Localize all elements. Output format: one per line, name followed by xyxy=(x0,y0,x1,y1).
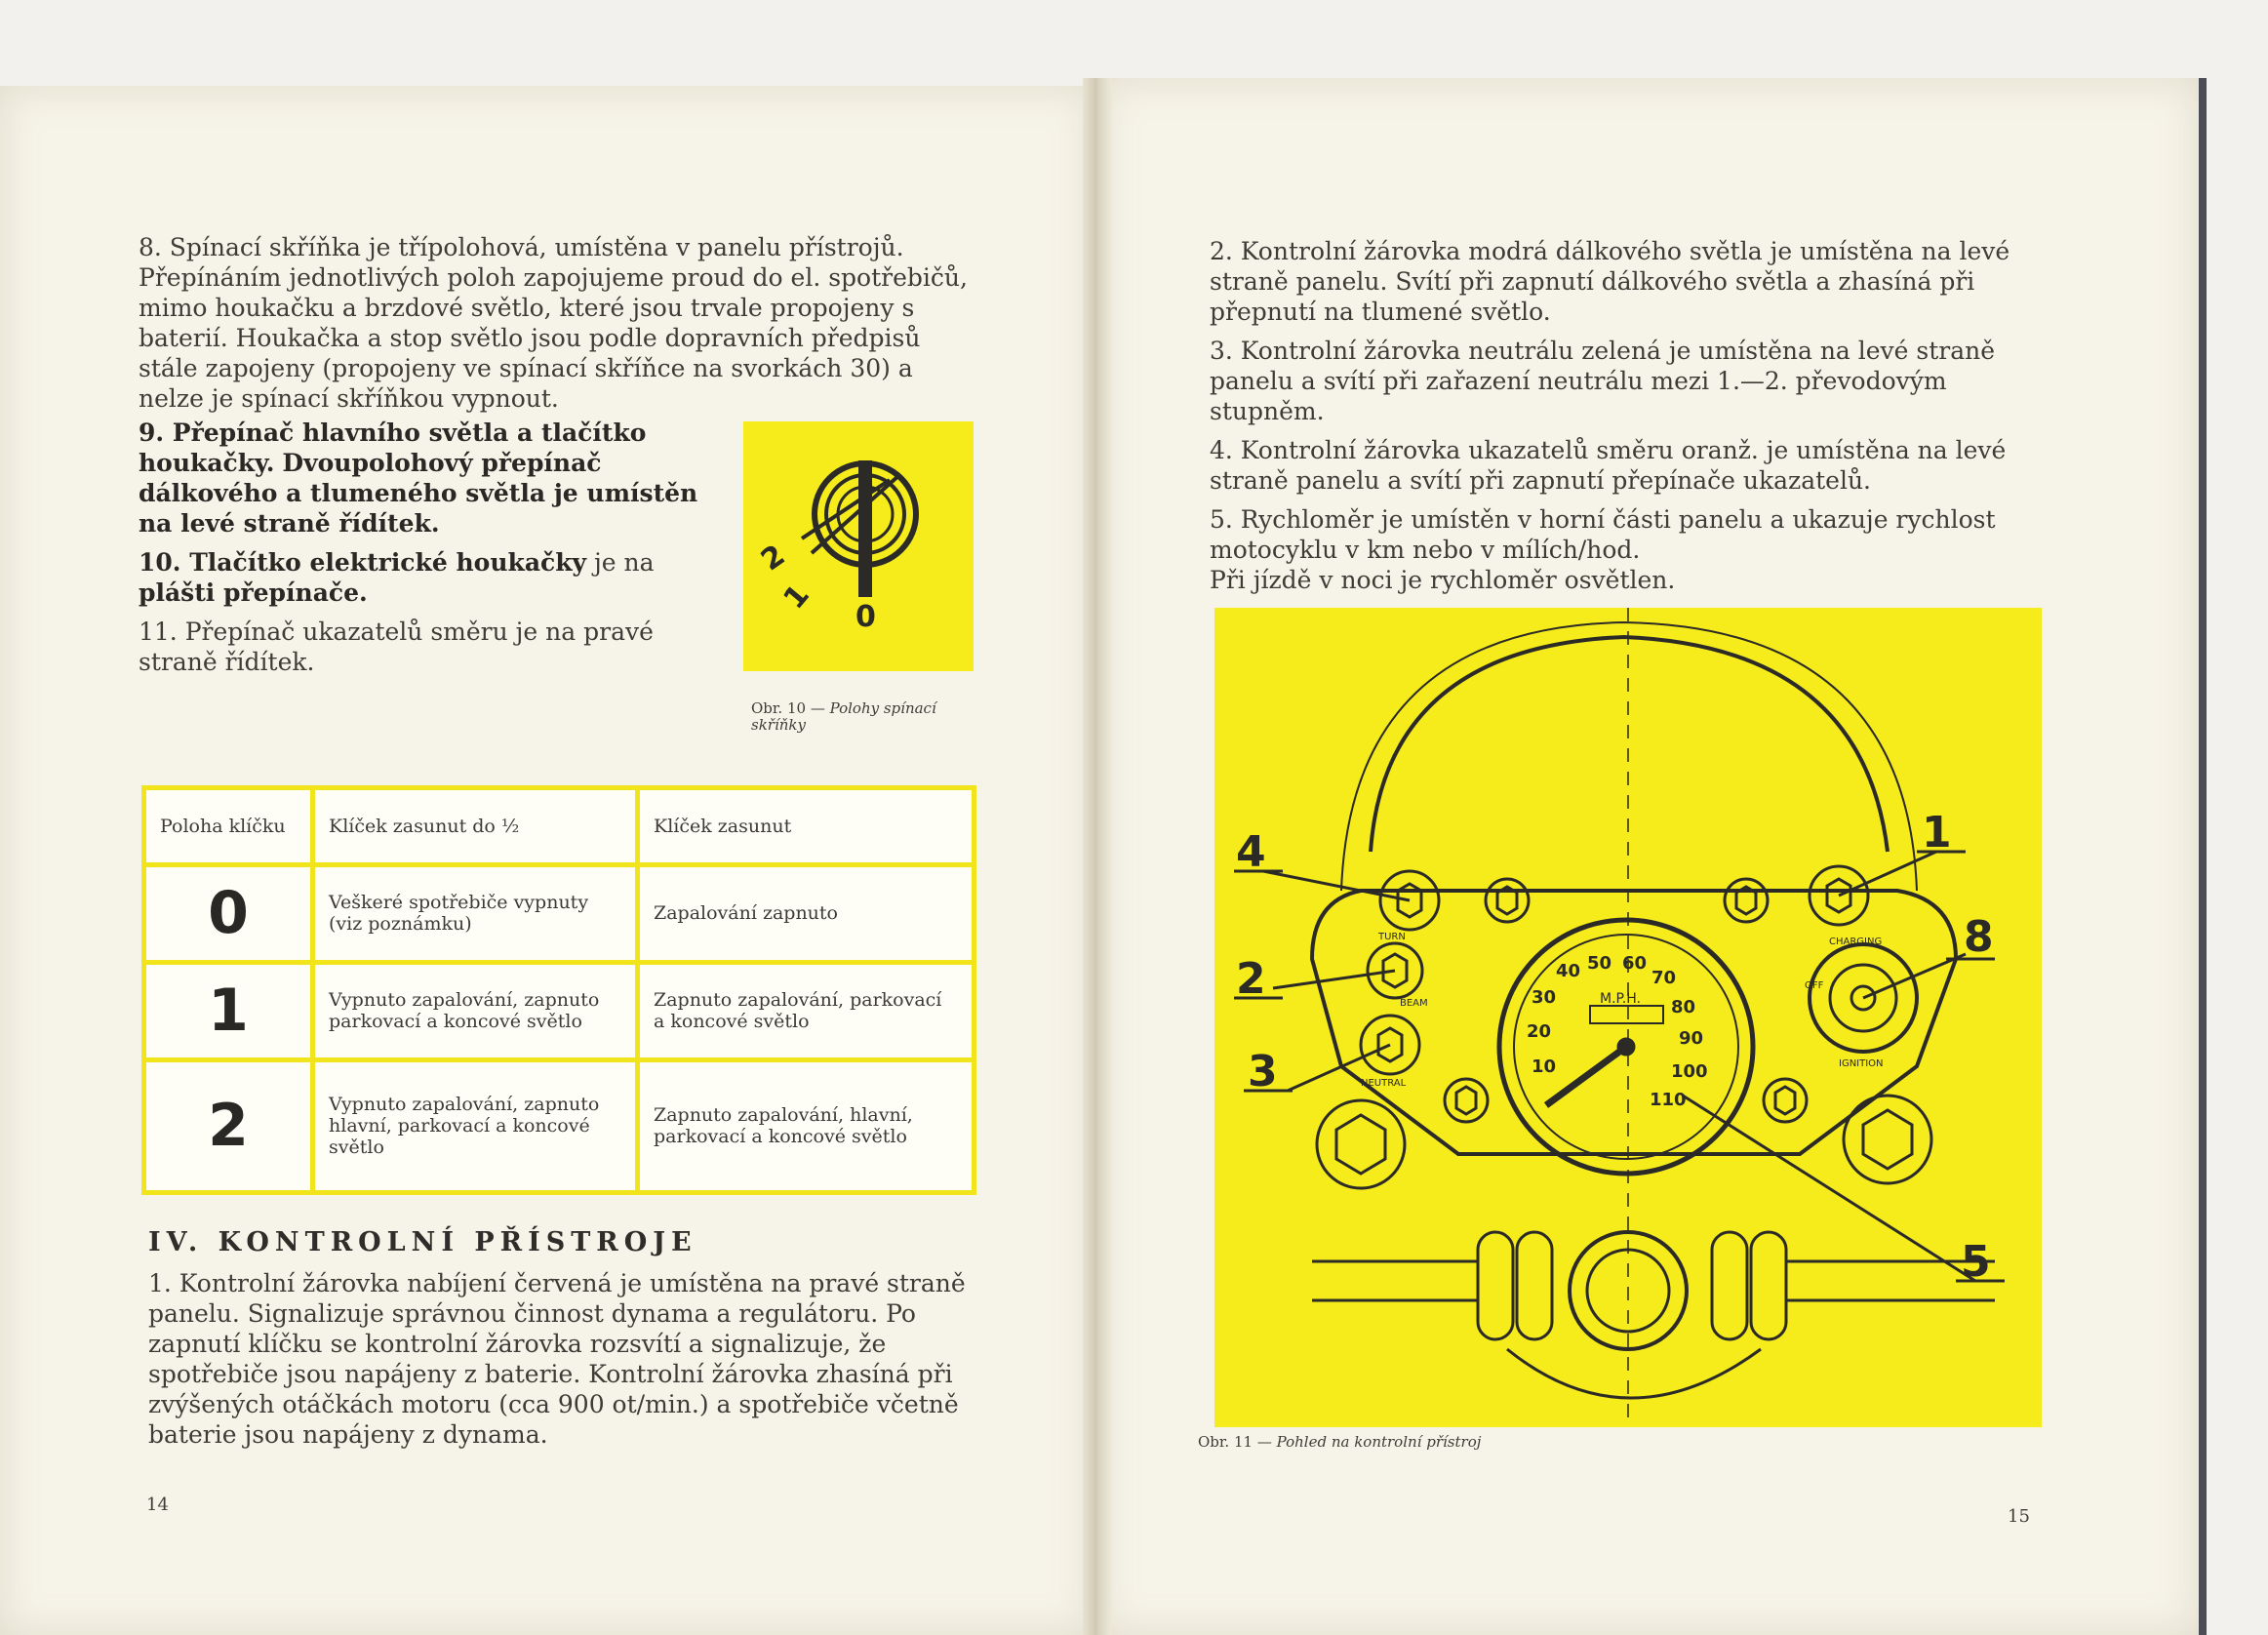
speedo-tick: 30 xyxy=(1532,987,1557,1008)
figure-10-caption xyxy=(751,700,946,734)
speedo-tick: 100 xyxy=(1671,1061,1708,1082)
callout-3: 3 xyxy=(1248,1047,1278,1097)
paragraph-10-heading: 10. Tlačítko elektrické houkačky xyxy=(139,548,587,577)
page-number-left: 14 xyxy=(146,1495,169,1515)
table-row xyxy=(144,865,975,963)
speedo-tick: 20 xyxy=(1527,1021,1552,1042)
speedo-unit: M.P.H. xyxy=(1600,991,1641,1007)
paragraph-9 xyxy=(139,418,704,538)
table-header: Poloha klíčku xyxy=(144,788,313,865)
table-cell: Vypnuto zapalování, zapnuto parkovací a koncové světlo xyxy=(313,962,638,1059)
figure-10-switch-positions xyxy=(743,421,974,671)
figure-10-caption-prefix: Obr. 10 — xyxy=(751,699,825,717)
paragraphs-9-11 xyxy=(139,418,704,686)
table-cell: Zapnuto zapalování, hlavní, parkovací a koncové světlo xyxy=(638,1059,975,1192)
section-title: IV. KONTROLNÍ PŘÍSTROJE xyxy=(148,1227,697,1257)
paragraph-11: 11. Přepínač ukazatelů směru je na pravé straně řídítek. xyxy=(139,618,654,676)
lamp-label-neutral: NEUTRAL xyxy=(1361,1078,1407,1089)
figure-11-caption xyxy=(1198,1434,1686,1451)
callout-1: 1 xyxy=(1922,808,1952,857)
speedo-tick: 80 xyxy=(1671,997,1696,1017)
key-position-table xyxy=(141,785,976,1195)
switch-label-0: 0 xyxy=(855,600,876,634)
paragraph-8 xyxy=(139,232,975,422)
table-cell-position: 0 xyxy=(144,865,313,963)
right-paragraphs xyxy=(1210,236,2049,604)
lamp-label-off: OFF xyxy=(1805,980,1824,991)
callout-5: 5 xyxy=(1961,1237,1991,1287)
callout-4: 4 xyxy=(1236,827,1266,877)
table-cell: Zapalování zapnuto xyxy=(638,865,975,963)
table-header: Klíček zasunut do ½ xyxy=(313,788,638,865)
paragraph-9-heading: 9. Přepínač hlavního světla a tlačítko houkačky. xyxy=(139,419,647,477)
table-cell-position: 1 xyxy=(144,962,313,1059)
paragraph-6: Při jízdě v noci je rychloměr osvětlen. xyxy=(1210,566,1676,594)
speedo-tick: 10 xyxy=(1532,1057,1557,1077)
figure-11-caption-text: Pohled na kontrolní přístroj xyxy=(1276,1433,1482,1451)
speedo-tick: 60 xyxy=(1622,953,1648,974)
table-row xyxy=(144,962,975,1059)
section-paragraph-1-text: 1. Kontrolní žárovka nabíjení červená je umístěna na pravé straně panelu. Signalizuje správnou činnost dynama a regulátoru. Po zapnutí klíčku se kontrolní žárovka rozsvítí a signalizuje, že spotřebiče jsou napájeny z baterie. Kontrolní žárovka zhasíná při zvýšených otáčkách motoru (cca 900 ot/min.) a spotřebiče včetně baterie jsou napájeny z dynama. xyxy=(148,1269,966,1449)
paragraph-2: 2. Kontrolní žárovka modrá dálkového světla je umístěna na levé straně panelu. Svítí při zapnutí dálkového světla a zhasíná při přepnutí na tlumené světlo. xyxy=(1210,237,2010,326)
paragraph-10-mid: je na xyxy=(594,548,655,577)
table-cell-position: 2 xyxy=(144,1059,313,1192)
section-paragraph-1 xyxy=(148,1268,979,1458)
table-row xyxy=(144,1059,975,1192)
instrument-panel-drawing xyxy=(1214,608,2042,1427)
paragraph-10 xyxy=(139,547,704,608)
paragraph-8-text: 8. Spínací skříňka je třípolohová, umístěna v panelu přístrojů. Přepínáním jednotlivých poloh zapojujeme proud do el. spotřebičů, mimo houkačku a brzdové světlo, které jsou trvale propojeny s baterií. Houkačka a stop světlo jsou podle dopravních předpisů stále zapojeny (propojeny ve spínací skříňce na svorkách 30) a nelze je spínací skříňkou vypnout. xyxy=(139,233,968,413)
switch-label-1: 1 xyxy=(776,578,816,617)
paragraph-10-end: plášti přepínače. xyxy=(139,578,368,607)
table-header-row xyxy=(144,788,975,865)
book-gutter xyxy=(1083,78,1112,1635)
figure-11-instrument-panel xyxy=(1214,608,2042,1427)
callout-8: 8 xyxy=(1964,912,1994,962)
paragraph-9-body: Dvoupolohový přepínač dálkového a tlumeného světla je umístěn na levé straně řídítek. xyxy=(139,449,698,538)
page-number-right: 15 xyxy=(2008,1506,2030,1527)
speedo-tick: 40 xyxy=(1556,961,1581,981)
ignition-switch-drawing xyxy=(743,421,974,671)
lamp-label-turn: TURN xyxy=(1378,932,1406,942)
paragraph-3: 3. Kontrolní žárovka neutrálu zelená je umístěna na levé straně panelu a svítí při zařazení neutrálu mezi 1.—2. převodovým stupněm. xyxy=(1210,337,1996,425)
switch-label-2: 2 xyxy=(755,538,792,578)
lamp-label-charging: CHARGING xyxy=(1829,937,1883,947)
callout-2: 2 xyxy=(1236,954,1266,1004)
paragraph-5: 5. Rychloměr je umístěn v horní části panelu a ukazuje rychlost motocyklu v km nebo v mílích/hod. xyxy=(1210,505,1996,564)
lamp-label-beam: BEAM xyxy=(1400,998,1428,1009)
figure-10-caption-text: Polohy spínací skříňky xyxy=(751,699,936,734)
paragraph-4: 4. Kontrolní žárovka ukazatelů směru oranž. je umístěna na levé straně panelu a svítí při zapnutí přepínače ukazatelů. xyxy=(1210,436,2007,495)
lamp-label-ignition: IGNITION xyxy=(1839,1058,1884,1069)
speedo-tick: 50 xyxy=(1587,953,1612,974)
speedo-tick: 110 xyxy=(1650,1090,1687,1110)
speedo-tick: 90 xyxy=(1679,1028,1704,1049)
figure-11-caption-prefix: Obr. 11 — xyxy=(1198,1433,1272,1451)
table-cell: Vypnuto zapalování, zapnuto hlavní, parkovací a koncové světlo xyxy=(313,1059,638,1192)
table-header: Klíček zasunut xyxy=(638,788,975,865)
table-cell: Zapnuto zapalování, parkovací a koncové světlo xyxy=(638,962,975,1059)
speedo-tick: 70 xyxy=(1651,968,1677,988)
table-cell: Veškeré spotřebiče vypnuty (viz poznámku) xyxy=(313,865,638,963)
